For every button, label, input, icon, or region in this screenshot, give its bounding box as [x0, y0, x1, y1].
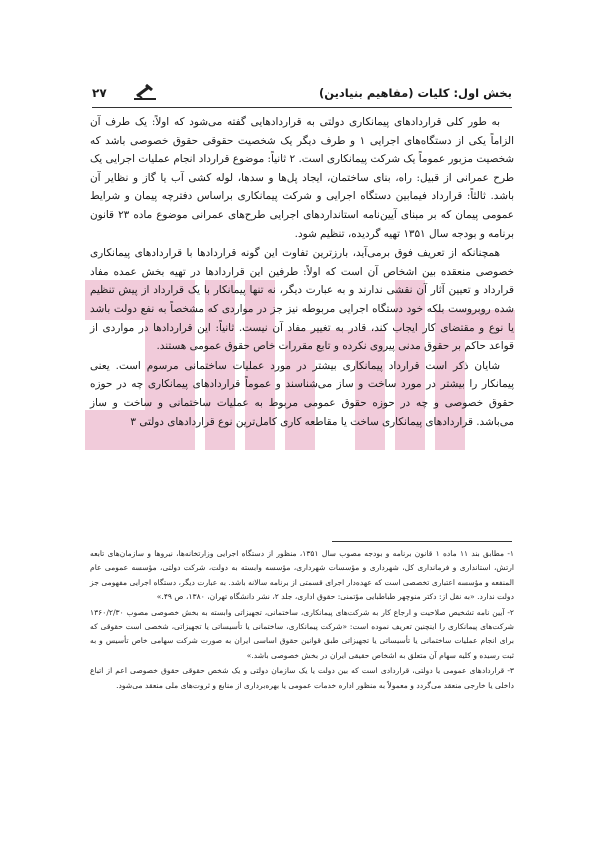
footnotes — [90, 547, 514, 694]
page-header — [92, 84, 512, 106]
paragraph: به طور کلی قراردادهای پیمانکاری دولتی به قراردادهایی گفته می‌شود که اولاً: یک طرف آن الزاماً یکی از دستگاه‌های اجرایی ۱ و طرف دیگر یک شخصیت حقوقی حقوق خصوصی باشد که شخصیت مزبور عموماً یک شرکت پیمانکاری است. ۲ ثانیاً: موضوع قرارداد انجام عملیات اجرایی یک طرح عمرانی از قبیل: راه، بنای ساختمان، ایجاد پل‌ها و سدها، لوله کشی آب یا گاز و نظایر آن باشد. ثالثاً: قرارداد فیمابین دستگاه اجرایی و شرکت پیمانکاری براساس دفترچه پیمان و شرایط عمومی پیمان که بر مبنای آیین‌نامه استانداردهای اجرایی طرح‌های عمرانی موضوع ماده ۲۳ قانون برنامه و بودجه سال ۱۳۵۱ تهیه گردیده، تنظیم شود. — [90, 116, 515, 240]
footnote: ۱- مطابق بند ۱۱ ماده ۱ قانون برنامه و بودجه مصوب سال ۱۳۵۱، منظور از دستگاه اجرایی وزارتخانه‌ها، نیروها و سازمان‌های تابعه ارتش، استانداری و فرمانداری کل، شهرداری و مؤسسات شهرداری، مؤسسه وابسته به دولت، شرکت دولتی، مؤسسه عمومی عام المنفعه و مؤسسه اعتباری تخصصی است که عهده‌دار اجرای قسمتی از برنامه سالانه باشد. به عبارت دیگر، دستگاه اجرایی مفهومی جز دولت ندارد. «به نقل از: دکتر منوچهر طباطبایی مؤتمنی: حقوق اداری، جلد ۲، نشر دانشگاه تهران، ۱۳۸۰، ص ۴۹.» — [90, 549, 515, 602]
main-text — [90, 113, 514, 432]
footnote: ۲- آیین نامه تشخیص صلاحیت و ارجاع کار به شرکت‌های پیمانکاری، ساختمانی، تجهیزاتی وابسته به بخش خصوصی مصوب ۱۳۶۰/۲/۳۰ شرکت‌های پیمانکاری را اینچنین تعریف نموده است: «شرکت پیمانکاری، ساختمانی یا تأسیساتی یا تجهیزاتی، شخصی است حقوقی که برای انجام عملیات ساختمانی یا تأسیساتی یا تجهیزاتی طبق قوانین حقوق اساسی ایران به صورت شرکت سهامی خاص تأسیس و به ثبت رسیده و کلیه سهام آن متعلق به اشخاص حقیقی ایران در بخش خصوصی باشد.» — [90, 607, 514, 660]
paragraph: همچنانکه از تعریف فوق برمی‌آید، بارزترین تفاوت این گونه قراردادها با قراردادهای پیمانکاری خصوصی منعقده بین اشخاص آن است که اولاً: طرفین این قراردادها در تهیه بخش عمده مفاد قرارداد و تعیین آثار آن نقشی ندارند و به عبارت دیگر، نه تنها پیمانکار با یک قرارداد از پیش تنظیم شده روبروست بلکه خود دستگاه اجرایی مربوطه نیز جز در مواردی که مشخصاً به نفع دولت باشد یا نوع و مقتضای کار ایجاب کند، قادر به تغییر مفاد آن نیست. ثانیاً: این قراردادها در مواردی از قواعد حاکم بر حقوق مدنی پیروی نکرده و تابع مقررات خاص حقوق عمومی هستند. — [90, 247, 514, 353]
paragraph: شایان ذکر است قرارداد پیمانکاری بیشتر در مورد عملیات ساختمانی مرسوم است. یعنی پیمانکار را بیشتر در مورد ساخت و ساز می‌شناسند و عموماً قراردادهای پیمانکاری چه در حوزه حقوق خصوصی و چه در حوزه حقوق عمومی مربوط به عملیات ساختمانی و ساخت و ساز می‌باشد. قراردادهای پیمانکاری ساخت یا مقاطعه کاری کامل‌ترین نوع قراردادهای دولتی ۳ — [90, 359, 514, 428]
page-number: ۲۷ — [92, 86, 107, 100]
header-divider — [92, 107, 512, 108]
gavel-icon — [132, 84, 158, 102]
footnote: ۳- قراردادهای عمومی یا دولتی، قراردادی است که بین دولت یا یک سازمان دولتی و یک شخص حقوقی حقوق خصوصی اعم از اتباع داخلی یا خارجی منعقد می‌گردد و معمولاً به منظور اداره خدمات عمومی یا بهره‌برداری از منابع و ثروت‌های ملی منعقد می‌شود. — [90, 666, 514, 690]
footnote-divider — [332, 541, 512, 542]
section-title: بخش اول: کلیات (مفاهیم بنیادین) — [318, 86, 512, 100]
